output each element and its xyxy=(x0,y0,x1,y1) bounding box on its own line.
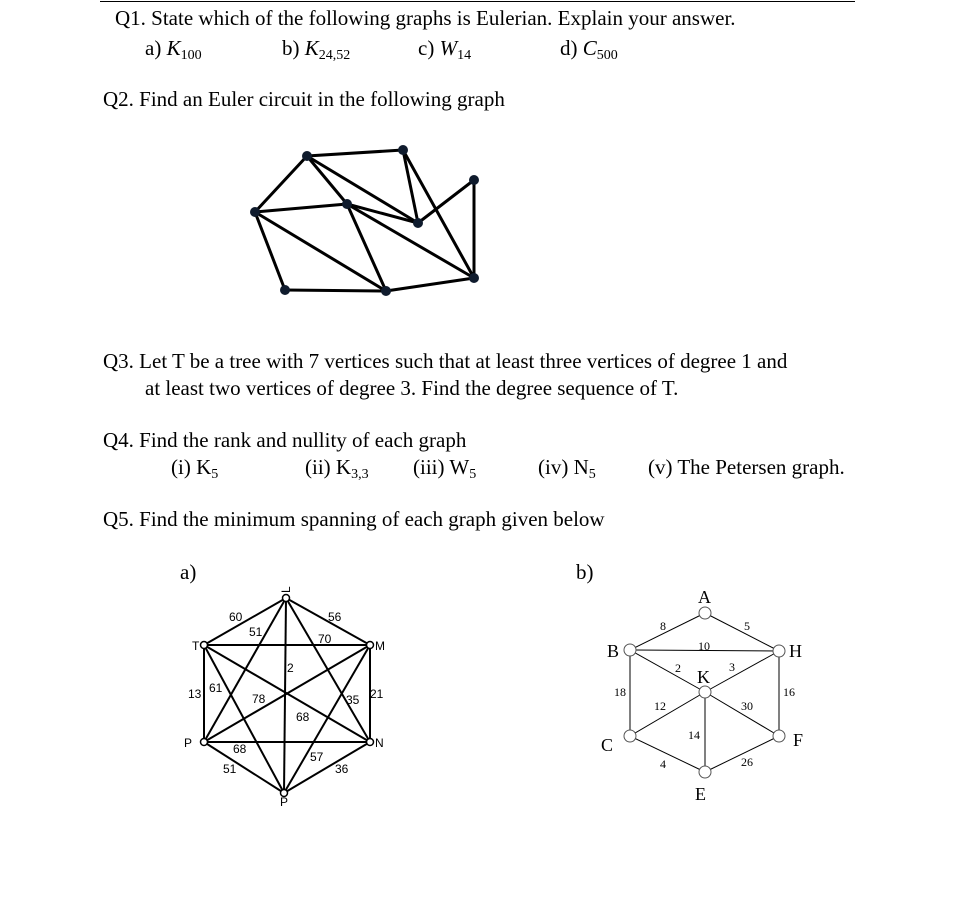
weight-label: 57 xyxy=(310,750,324,764)
vertex xyxy=(342,199,352,209)
weight-label: 60 xyxy=(229,610,243,624)
q5-label-a: a) xyxy=(180,560,197,584)
q4-item-3: (iii) $W_5$ xyxy=(413,455,477,482)
q3-line2: at least two vertices of degree 3. Find the degree sequence of T. xyxy=(145,376,679,400)
weight-label: 10 xyxy=(698,639,710,653)
vertex xyxy=(469,175,479,185)
q4-text: Q4. Find the rank and nullity of each graph xyxy=(103,428,467,452)
vertex-label: B xyxy=(607,641,620,661)
q4-item-2: (ii) $K_{3,3}$ xyxy=(305,455,369,482)
weight-label: 4 xyxy=(660,757,666,771)
vertex-label: M xyxy=(375,639,385,653)
q5-text: Q5. Find the minimum spanning of each graph given below xyxy=(103,507,605,531)
vertex xyxy=(250,207,260,217)
vertex xyxy=(381,286,391,296)
vertex-label: L xyxy=(279,586,293,593)
vertex xyxy=(699,686,711,698)
edge xyxy=(255,204,347,212)
weight-label: 68 xyxy=(296,710,310,724)
weight-label: 8 xyxy=(660,619,666,633)
vertex-label: P xyxy=(184,736,193,750)
vertex xyxy=(469,273,479,283)
weight-label: 56 xyxy=(328,610,342,624)
q5-label-b: b) xyxy=(576,560,594,584)
weight-label: 30 xyxy=(741,699,753,713)
edge xyxy=(255,212,285,290)
weight-label: 70 xyxy=(318,632,332,646)
vertex xyxy=(773,645,785,657)
q1-text: Q1. State which of the following graphs is Eulerian. Explain your answer. xyxy=(115,6,736,30)
vertex xyxy=(283,595,290,602)
vertex-label: H xyxy=(789,641,802,661)
vertex xyxy=(398,145,408,155)
weight-label: 2 xyxy=(675,661,681,675)
edge xyxy=(284,742,370,793)
weight-label: 5 xyxy=(744,619,750,633)
weight-label: 18 xyxy=(614,685,626,699)
vertex xyxy=(201,739,208,746)
euler-graph xyxy=(240,140,490,305)
weight-label: 3 xyxy=(729,660,735,674)
vertex-label: E xyxy=(695,784,706,804)
vertex-label: F xyxy=(793,730,804,750)
weight-label: 14 xyxy=(688,728,700,742)
q1-option-a: a) $K_{100}$ xyxy=(145,36,202,63)
vertex-label: N xyxy=(375,736,384,750)
edge xyxy=(255,156,307,212)
vertex-label: K xyxy=(697,667,710,687)
vertex xyxy=(413,218,423,228)
vertex xyxy=(699,766,711,778)
vertex xyxy=(201,642,208,649)
q4-item-4: (iv) $N_5$ xyxy=(538,455,596,482)
edge xyxy=(255,212,386,291)
vertex xyxy=(624,730,636,742)
edge xyxy=(705,613,779,651)
vertex-label: T xyxy=(192,639,200,653)
vertex xyxy=(302,151,312,161)
vertex xyxy=(699,607,711,619)
q1-option-c: c) $W_{14}$ xyxy=(418,36,472,63)
q1-option-b: b) $K_{24,52}$ xyxy=(282,36,351,63)
vertex xyxy=(280,285,290,295)
edge xyxy=(307,156,347,204)
weight-label: 51 xyxy=(223,762,237,776)
vertex xyxy=(624,644,636,656)
weight-label: 21 xyxy=(370,687,384,701)
edge xyxy=(285,290,386,291)
weight-label: 26 xyxy=(741,755,753,769)
vertex xyxy=(367,642,374,649)
q4-item-5: (v) The Petersen graph. xyxy=(648,455,845,479)
edge xyxy=(347,204,418,223)
edge xyxy=(630,613,705,650)
weight-label: 51 xyxy=(249,625,263,639)
vertex xyxy=(773,730,785,742)
vertex xyxy=(367,739,374,746)
q3-line1: Q3. Let T be a tree with 7 vertices such that at least three vertices of degree 1 and xyxy=(103,349,788,373)
edge xyxy=(418,180,474,223)
edge xyxy=(307,150,403,156)
edge xyxy=(630,650,705,692)
graph-a xyxy=(170,575,400,815)
top-rule xyxy=(100,1,855,2)
vertex-label: C xyxy=(601,735,614,755)
graph-b xyxy=(595,583,815,808)
weight-label: 35 xyxy=(346,693,360,707)
vertex-label: P xyxy=(280,795,289,809)
weight-label: 13 xyxy=(188,687,202,701)
vertex-label: A xyxy=(698,587,711,607)
weight-label: 12 xyxy=(654,699,666,713)
weight-label: 61 xyxy=(209,681,223,695)
q2-text: Q2. Find an Euler circuit in the following graph xyxy=(103,87,505,111)
weight-label: 68 xyxy=(233,742,247,756)
edge xyxy=(705,651,779,692)
q4-item-1: (i) $K_5$ xyxy=(171,455,219,482)
weight-label: 2 xyxy=(287,661,294,675)
weight-label: 16 xyxy=(783,685,795,699)
weight-label: 36 xyxy=(335,762,349,776)
edge xyxy=(386,278,474,291)
q1-option-d: d) $C_{500}$ xyxy=(560,36,618,63)
weight-label: 78 xyxy=(252,692,266,706)
